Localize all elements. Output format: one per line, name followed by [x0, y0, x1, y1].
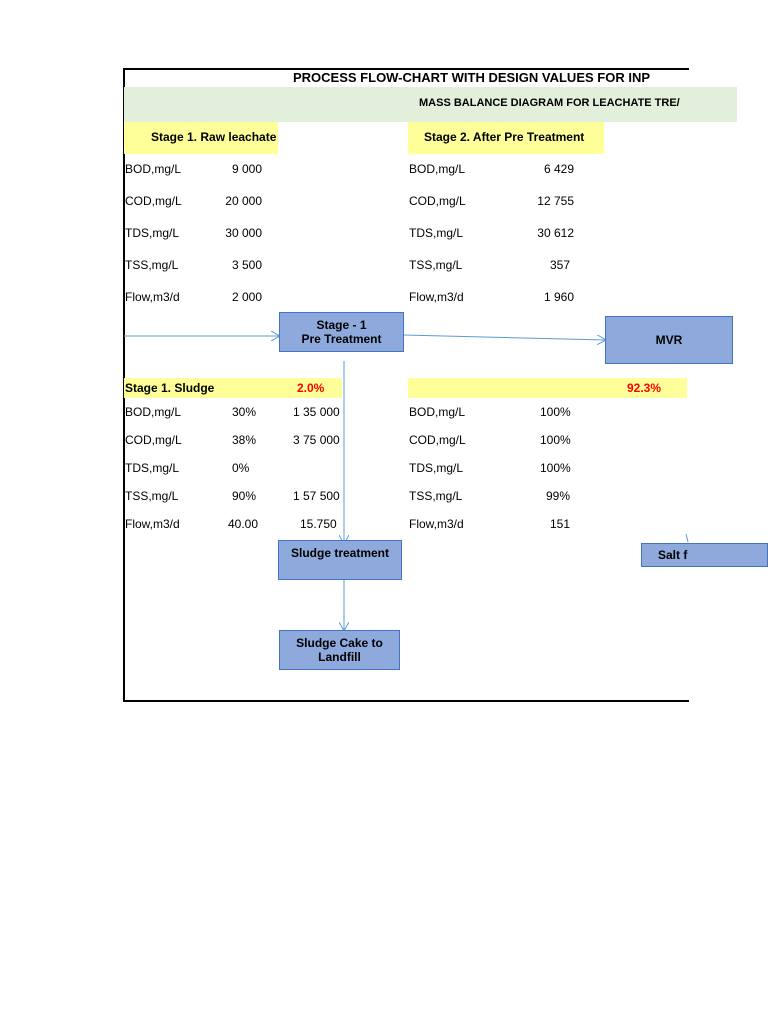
arrow-pretreatment-to-mvr [404, 335, 606, 340]
stage2-bod-value: 6 429 [543, 162, 574, 176]
stage2-tss-label: TSS,mg/L [409, 258, 463, 272]
mvr-out-tds-pct: 100% [540, 461, 571, 475]
stage2-tds-label: TDS,mg/L [409, 226, 464, 240]
stage2-flow-label: Flow,m3/d [409, 290, 464, 304]
stage1-tds-label: TDS,mg/L [125, 226, 180, 240]
stage1-flow-label: Flow,m3/d [125, 290, 180, 304]
stage1-header: Stage 1. Raw leachate [151, 130, 277, 144]
stage2-cod-label: COD,mg/L [409, 194, 466, 208]
sludge-flow-label: Flow,m3/d [125, 517, 180, 531]
stage1-cod-label: COD,mg/L [125, 194, 182, 208]
sludge-cod-label: COD,mg/L [125, 433, 182, 447]
sludge-tss-value: 1 57 500 [293, 489, 340, 503]
sludge-bod-value: 1 35 000 [293, 405, 340, 419]
stage1-flow-value: 2 000 [231, 290, 262, 304]
salt-box[interactable] [641, 543, 768, 567]
mvr-box[interactable] [605, 316, 733, 364]
mvr-out-cod-pct: 100% [540, 433, 571, 447]
arrow-mvr-to-salt [686, 534, 688, 542]
sludge-tss-pct: 90% [232, 489, 257, 503]
stage2-bod-label: BOD,mg/L [409, 162, 466, 176]
stage1-cod-value: 20 000 [225, 194, 262, 208]
stage2-tss-value: 357 [549, 258, 570, 272]
page-subtitle: MASS BALANCE DIAGRAM FOR LEACHATE TRE/ [419, 97, 680, 109]
sludge-bod-label: BOD,mg/L [125, 405, 182, 419]
page-title: PROCESS FLOW-CHART WITH DESIGN VALUES FOR INP [293, 70, 650, 85]
pretreatment-box[interactable] [279, 312, 404, 352]
sludge-flow-value: 15.750 [300, 517, 337, 531]
mvr-out-tds-label: TDS,mg/L [409, 461, 464, 475]
mvr-out-tss-label: TSS,mg/L [409, 489, 463, 503]
sludge-treatment-box[interactable] [278, 540, 402, 580]
mvr-box-label: MVR [655, 333, 683, 347]
pretreatment-box-line2: Pre Treatment [301, 332, 382, 346]
stage1-bod-label: BOD,mg/L [125, 162, 182, 176]
mvr-out-percent: 92.3% [627, 381, 662, 395]
sludge-tss-label: TSS,mg/L [125, 489, 179, 503]
stage2-flow-value: 1 960 [543, 290, 574, 304]
mvr-out-flow-label: Flow,m3/d [409, 517, 464, 531]
stage1-tss-value: 3 500 [231, 258, 262, 272]
sludge-percent: 2.0% [297, 381, 325, 395]
mvr-out-bod-label: BOD,mg/L [409, 405, 466, 419]
sludge-cod-value: 3 75 000 [293, 433, 340, 447]
stage2-header: Stage 2. After Pre Treatment [424, 130, 585, 144]
mvr-out-flow-pct: 151 [550, 517, 571, 531]
pretreatment-box-line1: Stage - 1 [316, 318, 367, 332]
sludge-tds-label: TDS,mg/L [125, 461, 180, 475]
sludge-cake-line2: Landfill [318, 650, 361, 664]
stage2-tds-value: 30 612 [537, 226, 574, 240]
sludge-cake-line1: Sludge Cake to [296, 636, 383, 650]
sludge-bod-pct: 30% [232, 405, 257, 419]
mvr-out-tss-pct: 99% [546, 489, 571, 503]
sludge-tds-pct: 0% [232, 461, 250, 475]
stage1-tss-label: TSS,mg/L [125, 258, 179, 272]
mvr-out-bod-pct: 100% [540, 405, 571, 419]
salt-box-label: Salt f [658, 548, 688, 562]
stage2-cod-value: 12 755 [537, 194, 574, 208]
sludge-cod-pct: 38% [232, 433, 257, 447]
stage1-tds-value: 30 000 [225, 226, 262, 240]
mvr-out-cod-label: COD,mg/L [409, 433, 466, 447]
sludge-flow-pct: 40.00 [228, 517, 259, 531]
sludge-cake-box[interactable] [279, 630, 400, 670]
sludge-treatment-label: Sludge treatment [290, 546, 389, 560]
stage1-bod-value: 9 000 [231, 162, 262, 176]
sludge-header: Stage 1. Sludge [125, 381, 215, 395]
